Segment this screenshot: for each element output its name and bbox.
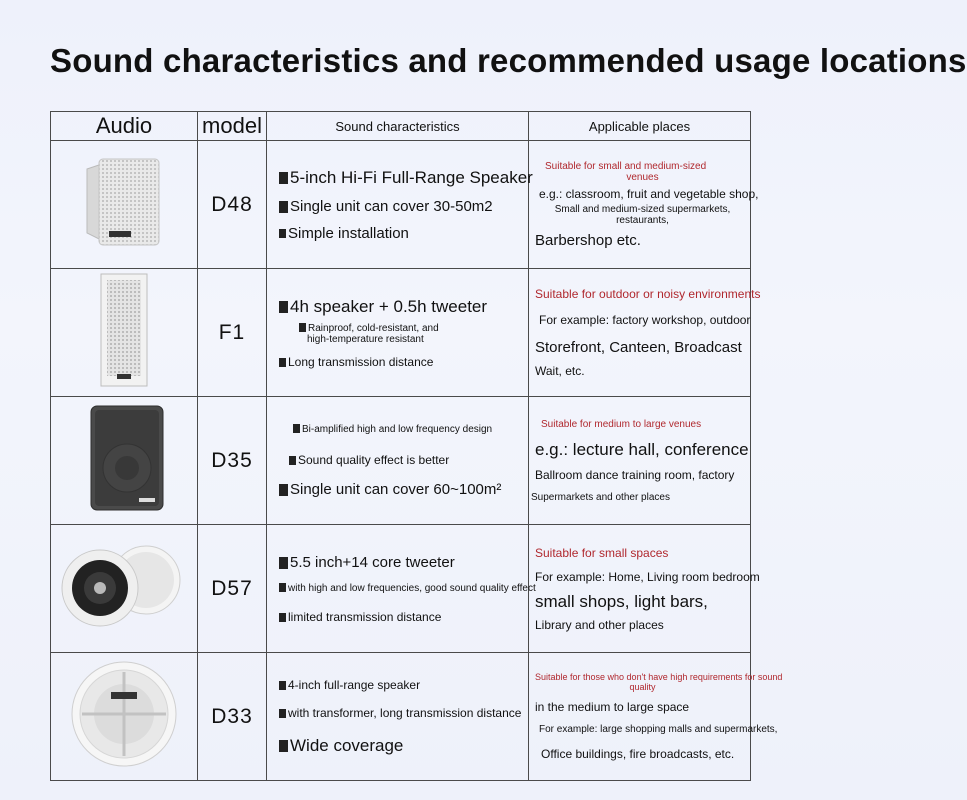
model-d35: D35: [198, 397, 267, 525]
speaker-image-d57: [51, 525, 198, 653]
page-title: Sound characteristics and recommended usage locations: [50, 42, 967, 79]
table-row: [51, 397, 751, 525]
table-row: [51, 269, 751, 397]
header-row: [51, 112, 751, 141]
places-f1: Suitable for outdoor or noisy environments For example: factory workshop, outdoor Storefront, Canteen, Broadcast Wait, etc.: [529, 269, 751, 397]
table-row: [51, 525, 751, 653]
sound-d33: 4-inch full-range speaker with transformer, long transmission distance Wide coverage: [267, 653, 529, 781]
speaker-image-d33: [51, 653, 198, 781]
table-row: [51, 653, 751, 781]
header-model: model: [198, 112, 267, 141]
spec-table: [50, 111, 783, 781]
header-audio: Audio: [51, 112, 198, 141]
speaker-image-f1: [51, 269, 198, 397]
speaker-image-d35: [51, 397, 198, 525]
table-row: [51, 141, 751, 269]
model-d57: D57: [198, 525, 267, 653]
places-d57: Suitable for small spaces For example: Home, Living room bedroom small shops, light bars, Library and other places: [529, 525, 751, 653]
header-applicable-places: Applicable places: [529, 112, 751, 141]
sound-d48: 5-inch Hi-Fi Full-Range Speaker Single unit can cover 30-50m2 Simple installation: [267, 141, 529, 269]
header-sound-characteristics: Sound characteristics: [267, 112, 529, 141]
places-d48: Suitable for small and medium-sized venues e.g.: classroom, fruit and vegetable shop, Small and medium-sized supermarkets, restaurants, Barbershop etc.: [529, 141, 751, 269]
sound-d35: Bi-amplified high and low frequency design Sound quality effect is better Single unit can cover 60~100m²: [267, 397, 529, 525]
model-d48: D48: [198, 141, 267, 269]
model-f1: F1: [198, 269, 267, 397]
speaker-image-d48: [51, 141, 198, 269]
model-d33: D33: [198, 653, 267, 781]
places-d35: Suitable for medium to large venues e.g.: lecture hall, conference Ballroom dance training room, factory Supermarkets and other places: [529, 397, 751, 525]
sound-d57: 5.5 inch+14 core tweeter with high and low frequencies, good sound quality effect limited transmission distance: [267, 525, 529, 653]
sound-f1: 4h speaker + 0.5h tweeter Rainproof, cold-resistant, and high-temperature resistant Long transmission distance: [267, 269, 529, 397]
places-d33: Suitable for those who don't have high requirements for sound quality in the medium to large space For example: large shopping malls and supermarkets, Office buildings, fire broadcasts, etc.: [529, 653, 751, 781]
